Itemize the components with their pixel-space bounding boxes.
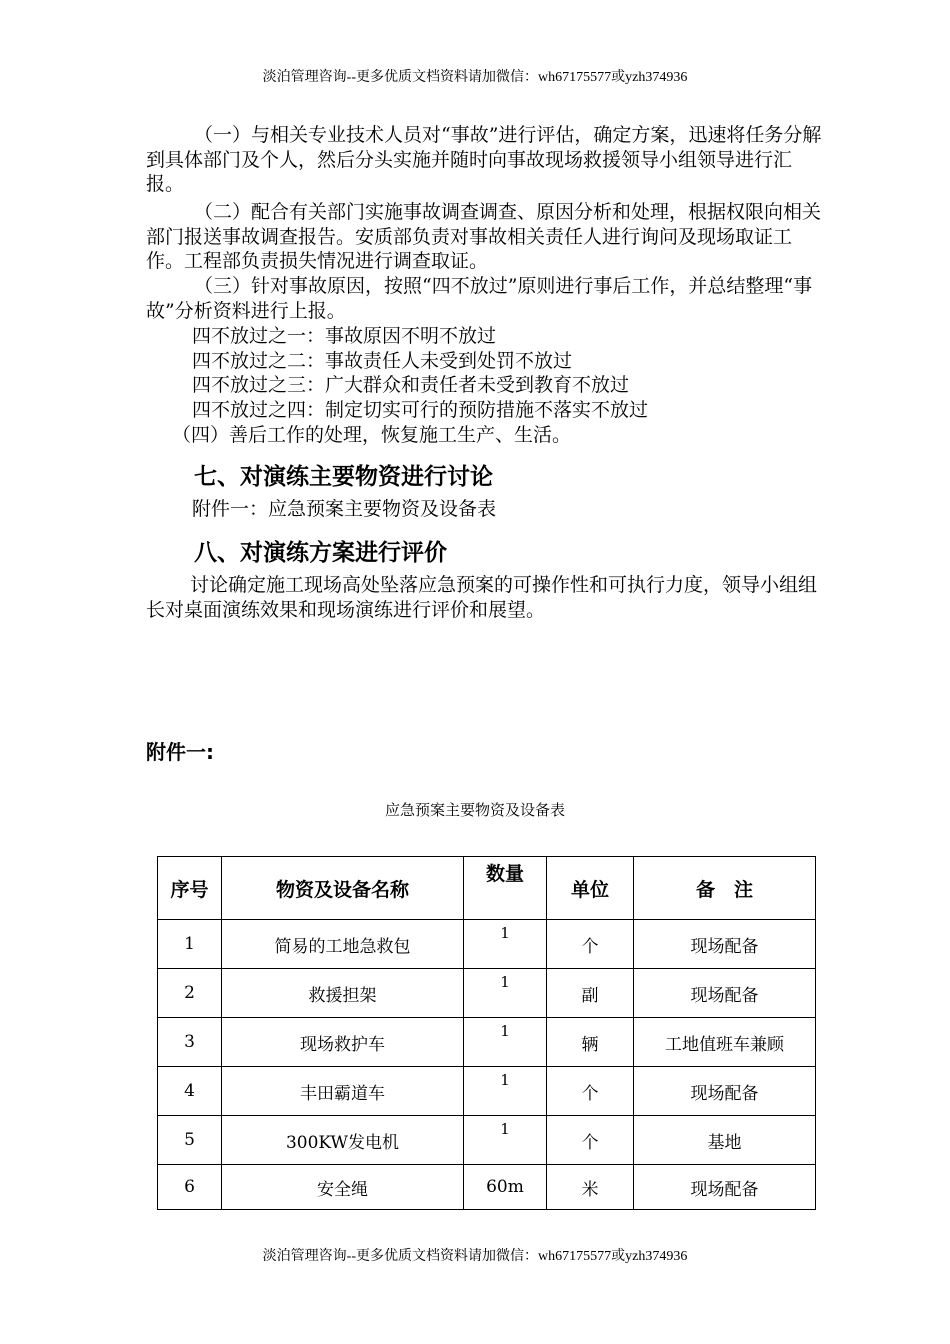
cell-name: 救援担架 (222, 969, 464, 1018)
cell-unit: 个 (547, 920, 634, 969)
four-not-let-go-3: 四不放过之三：广大群众和责任者未受到教育不放过 (192, 374, 630, 396)
col-header-name: 物资及设备名称 (222, 857, 464, 920)
page-header: 淡泊管理咨询--更多优质文档资料请加微信：wh67175577或yzh374936 (262, 70, 688, 85)
cell-name: 丰田霸道车 (222, 1067, 464, 1116)
cell-unit: 个 (547, 1116, 634, 1165)
cell-remark: 现场配备 (634, 969, 816, 1018)
col-header-no: 序号 (158, 857, 222, 920)
cell-name: 安全绳 (222, 1165, 464, 1210)
cell-quantity: 1 (464, 1018, 547, 1067)
cell-quantity: 1 (464, 920, 547, 969)
cell-quantity: 60m (464, 1165, 547, 1210)
paragraph-item-4: （四）善后工作的处理，恢复施工生产、生活。 (172, 424, 572, 446)
cell-unit: 个 (547, 1067, 634, 1116)
section-7-text: 附件一：应急预案主要物资及设备表 (192, 498, 497, 520)
cell-unit: 副 (547, 969, 634, 1018)
cell-remark: 现场配备 (634, 1067, 816, 1116)
page-footer: 淡泊管理咨询--更多优质文档资料请加微信：wh67175577或yzh374936 (262, 1249, 688, 1264)
four-not-let-go-4: 四不放过之四：制定切实可行的预防措施不落实不放过 (192, 399, 649, 421)
cell-name: 现场救护车 (222, 1018, 464, 1067)
cell-no: 3 (158, 1018, 222, 1067)
cell-remark: 基地 (634, 1116, 816, 1165)
col-header-unit: 单位 (547, 857, 634, 920)
section-8-text: 讨论确定施工现场高处坠落应急预案的可操作性和可执行力度，领导小组组长对桌面演练效果和现场演练进行评价和展望。 (146, 574, 818, 621)
cell-name: 300KW发电机 (222, 1116, 464, 1165)
paragraph-item-1: （一）与相关专业技术人员对“事故”进行评估，确定方案，迅速将任务分解到具体部门及个人，然后分头实施并随时向事故现场救援领导小组领导进行汇报。 (146, 124, 822, 195)
col-header-quantity: 数量 (464, 857, 547, 920)
attachment-label: 附件一: (146, 740, 214, 764)
table-row (158, 969, 816, 1018)
cell-no: 5 (158, 1116, 222, 1165)
cell-unit: 米 (547, 1165, 634, 1210)
cell-name: 简易的工地急救包 (222, 920, 464, 969)
table-row (158, 1018, 816, 1067)
four-not-let-go-1: 四不放过之一：事故原因不明不放过 (192, 325, 497, 347)
cell-no: 2 (158, 969, 222, 1018)
table-title: 应急预案主要物资及设备表 (384, 801, 565, 819)
cell-quantity: 1 (464, 969, 547, 1018)
cell-remark: 现场配备 (634, 1165, 816, 1210)
cell-no: 6 (158, 1165, 222, 1210)
table-row (158, 920, 816, 969)
table-row (158, 1067, 816, 1116)
cell-no: 1 (158, 920, 222, 969)
section-8-heading: 八、对演练方案进行评价 (194, 540, 447, 566)
cell-remark: 工地值班车兼顾 (634, 1018, 816, 1067)
four-not-let-go-2: 四不放过之二：事故责任人未受到处罚不放过 (192, 350, 573, 372)
paragraph-item-2: （二）配合有关部门实施事故调查调查、原因分析和处理，根据权限向相关部门报送事故调查报告。安质部负责对事故相关责任人进行询问及现场取证工作。工程部负责损失情况进行调查取证。 (146, 201, 822, 272)
equipment-table (157, 856, 816, 1210)
paragraph-item-3: （三）针对事故原因，按照“四不放过”原则进行事后工作，并总结整理“事故”分析资料进行上报。 (146, 275, 813, 322)
cell-quantity: 1 (464, 1067, 547, 1116)
cell-quantity: 1 (464, 1116, 547, 1165)
section-7-heading: 七、对演练主要物资进行讨论 (194, 464, 493, 490)
cell-unit: 辆 (547, 1018, 634, 1067)
cell-no: 4 (158, 1067, 222, 1116)
table-row (158, 1165, 816, 1210)
col-header-remark: 备 注 (634, 857, 816, 920)
table-row (158, 1116, 816, 1165)
cell-remark: 现场配备 (634, 920, 816, 969)
table-header-row (158, 857, 816, 920)
